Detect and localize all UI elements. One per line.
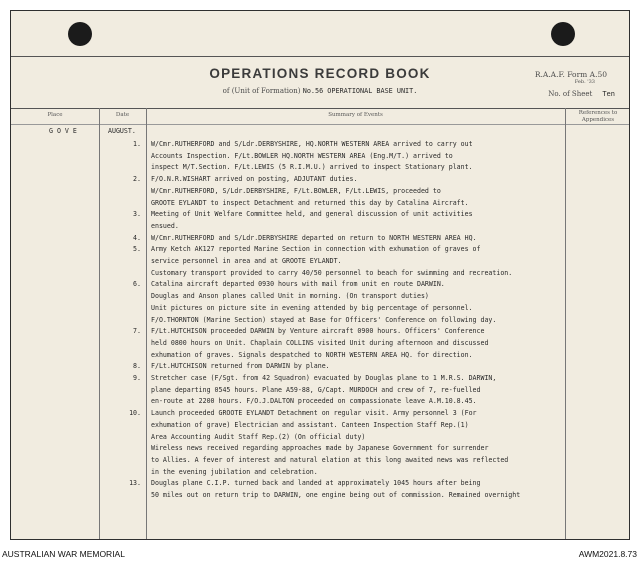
entry-date: 10. — [129, 409, 141, 418]
entry-line: in the evening jubilation and celebration. — [151, 467, 318, 476]
entry-line: Douglas and Anson planes called Unit in morning. (On transport duties) — [151, 292, 429, 301]
entry-date: 9. — [133, 374, 141, 382]
top-rule — [11, 56, 629, 57]
footer-credit: AUSTRALIAN WAR MEMORIAL — [2, 549, 125, 559]
entry-date: 5. — [133, 245, 141, 254]
entry-line: Launch proceeded GROOTE EYLANDT Detachment on regular visit. Army personnel 3 (For — [151, 409, 477, 418]
entry-line: W/Cmr.RUTHERFORD and S/Ldr.DERBYSHIRE, HQ.NORTH WESTERN AREA arrived to carry out — [151, 140, 473, 148]
entry-line: en-route at 2200 hours. F/O.J.DALTON proceeded on compassionate leave A.M.10.8.45. — [151, 397, 477, 406]
entry-line: Stretcher case (F/Sgt. from 42 Squadron) evacuated by Douglas plane to 1 M.R.S. DARWIN, — [151, 374, 497, 382]
footer-accession: AWM2021.8.73 — [578, 549, 637, 559]
entry-line: F/Lt.HUTCHISON returned from DARWIN by plane. — [151, 362, 330, 371]
entry-line: ensued. — [151, 221, 179, 230]
punch-hole-right — [551, 22, 575, 46]
entry-line: Douglas plane C.I.P. turned back and landed at approximately 1045 hours after being — [151, 479, 481, 488]
entry-line: W/Cmr.RUTHERFORD, S/Ldr.DERBYSHIRE, F/Lt.BOWLER, F/Lt.LEWIS, proceeded to — [151, 186, 441, 195]
header-rule — [11, 124, 629, 125]
entry-line: exhumation of grave) Electrician and assistant. Canteen Inspection Staff Rep.(1) — [151, 420, 469, 429]
entry-line: F/Lt.HUTCHISON proceeded DARWIN by Venture aircraft 0900 hours. Officers' Conference — [151, 327, 485, 336]
entry-line: service personnel in area and at GROOTE EYLANDT. — [151, 257, 342, 265]
entry-date: 4. — [133, 233, 141, 242]
page-title: OPERATIONS RECORD BOOK — [209, 66, 431, 81]
header-date: Date — [115, 112, 130, 118]
entry-line: Area Accounting Audit Staff Rep.(2) (On official duty) — [151, 432, 366, 441]
entry-date: 6. — [133, 280, 141, 289]
place-value: G O V E — [49, 127, 77, 135]
entry-date: 7. — [133, 327, 141, 336]
entry-date: 2. — [133, 175, 141, 184]
sheet-number-value: Ten — [602, 90, 615, 98]
record-sheet — [10, 10, 630, 540]
entry-date: 8. — [133, 362, 141, 371]
entry-line: Accounts Inspection. F/Lt.BOWLER HQ.NORTH WESTERN AREA (Eng.M/T.) arrived to — [151, 151, 453, 160]
table-top-rule — [11, 108, 629, 109]
entry-line: 50 miles out on return trip to DARWIN, one engine being out of commission. Remained overnight — [151, 491, 521, 499]
entry-line: GROOTE EYLANDT to inspect Detachment and returned this day by Catalina Aircraft. — [151, 198, 469, 207]
sheet-number: No. of Sheet Ten — [548, 90, 615, 98]
entry-line: F/O.N.R.WISHART arrived on posting, ADJUTANT duties. — [151, 175, 358, 184]
entry-date: 3. — [133, 210, 141, 219]
entry-line: F/O.THORNTON (Marine Section) stayed at Base for Officers' Conference on following day. — [151, 315, 497, 324]
events-list — [11, 137, 629, 540]
entry-line: Customary transport provided to carry 40/50 personnel to beach for swimming and recreation. — [151, 268, 513, 277]
entry-line: held 0800 hours on Unit. Chaplain COLLINS visited Unit during afternoon and discussed — [151, 338, 489, 347]
header-references: References to Appendices — [578, 110, 618, 123]
entry-line: Unit pictures on picture site in evening attended by big percentage of personnel. — [151, 303, 473, 312]
entry-line: W/Cmr.RUTHERFORD and S/Ldr.DERBYSHIRE departed on return to NORTH WESTERN AREA HQ. — [151, 233, 477, 242]
form-date: Feb. '33 — [574, 79, 595, 85]
form-number: R.A.A.F. Form A.50 Feb. '33 — [534, 70, 607, 85]
entry-line: exhumation of graves. Signals despatched to NORTH WESTERN AREA HQ. for direction. — [151, 350, 473, 359]
entry-line: Meeting of Unit Welfare Committee held, and general discussion of unit activities — [151, 210, 473, 219]
unit-prefix: of (Unit of Formation) — [222, 87, 301, 95]
entry-line: inspect M/T.Section. F/Lt.LEWIS (5 R.I.M.U.) arrived to inspect Stationary plant. — [151, 163, 473, 172]
entry-line: Army Ketch AK127 reported Marine Section in connection with exhumation of graves of — [151, 245, 481, 254]
unit-value: No.56 OPERATIONAL BASE UNIT. — [302, 87, 418, 95]
punch-hole-left — [68, 22, 92, 46]
entry-date: 1. — [133, 140, 141, 148]
entry-line: Wireless news received regarding approaches made by Japanese Government for surrender — [151, 444, 489, 453]
entry-date: 13. — [129, 479, 141, 488]
month-value: AUGUST. — [108, 127, 136, 135]
entry-line: Catalina aircraft departed 0930 hours with mail from unit en route DARWIN. — [151, 280, 445, 289]
unit-line — [11, 87, 629, 95]
header-place: Place — [47, 112, 63, 118]
entry-line: plane departing 0545 hours. Plane A59-88, G/Capt. MURDOCH and crew of 7, re-fuelled — [151, 385, 481, 394]
header-summary: Summary of Events — [328, 112, 383, 118]
entry-line: to Allies. A fever of interest and natural elation at this long awaited news was reflected — [151, 455, 509, 464]
